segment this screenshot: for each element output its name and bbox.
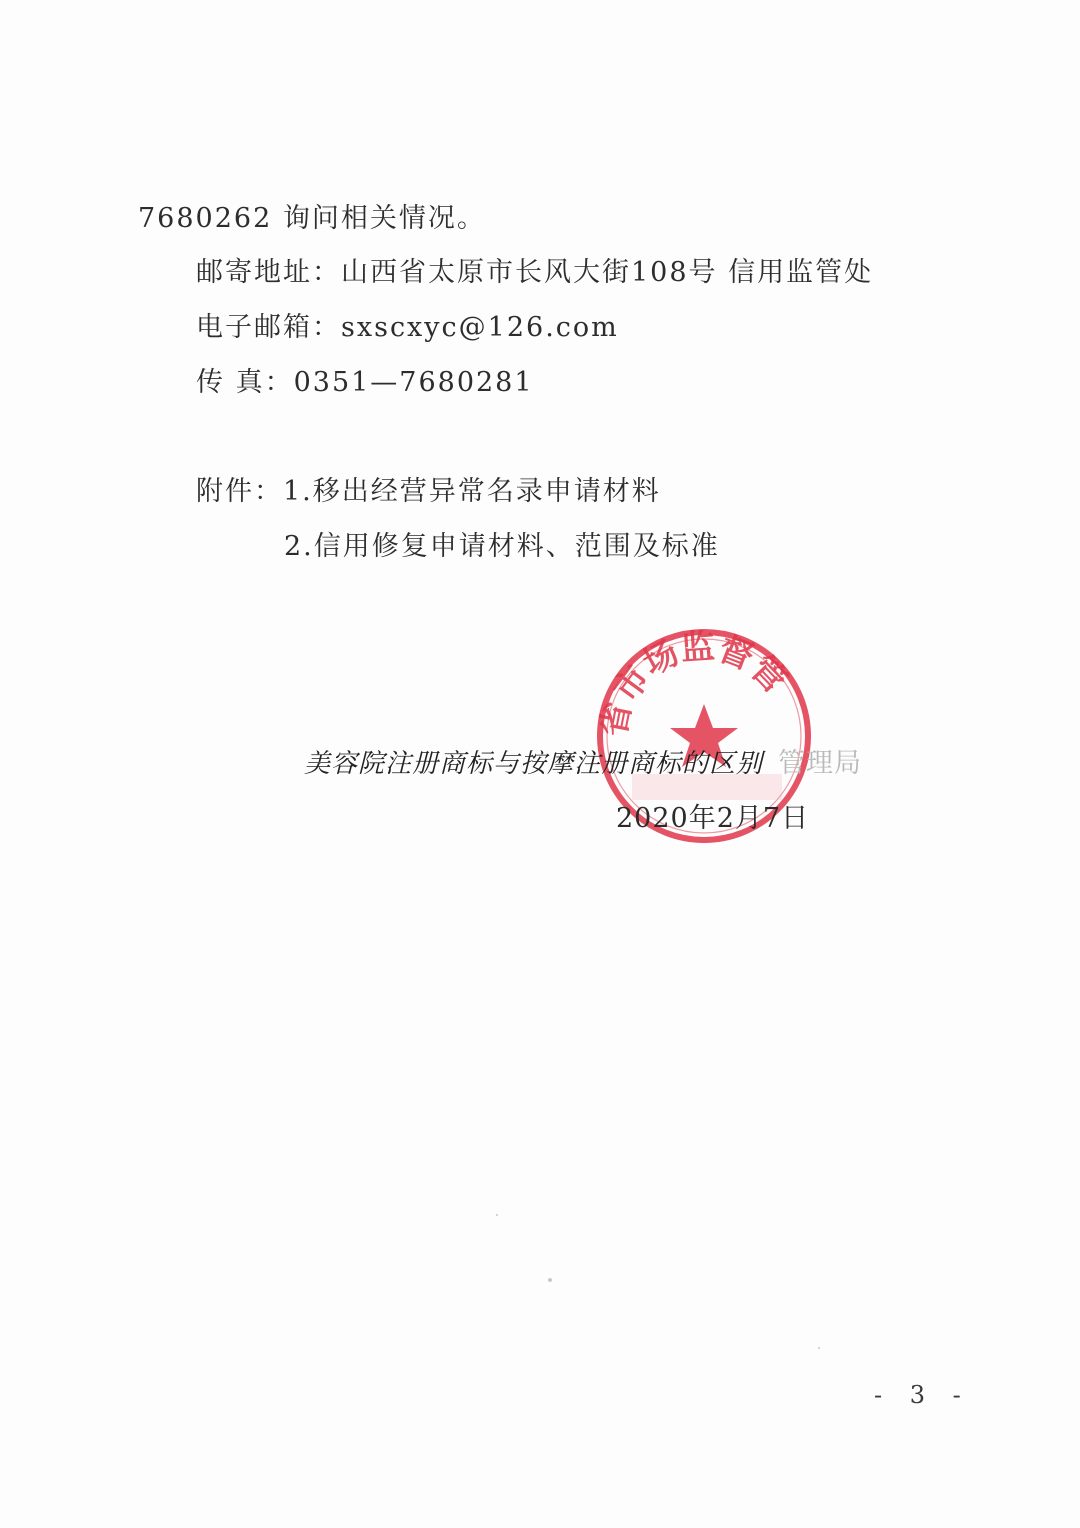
phone-continuation-line: 7680262 询问相关情况。 [138, 203, 486, 234]
page-number: - 3 - [874, 1381, 971, 1409]
attachment-line-1: 附件：1.移出经营异常名录申请材料 [196, 476, 661, 507]
fax-line: 传 真：0351—7680281 [196, 367, 534, 398]
issuer-name-tail: 管理局 [778, 748, 862, 779]
scan-speck [818, 1347, 820, 1349]
seal-text: 省市场监督管 [593, 626, 795, 740]
document-date: 2020年2月7日 [616, 803, 810, 834]
scan-speck [496, 1214, 498, 1216]
email-line: 电子邮箱：sxscxyc@126.com [196, 312, 619, 343]
handwritten-title-overlay: 美容院注册商标与按摩注册商标的区别 [304, 749, 764, 779]
mailing-address-line: 邮寄地址：山西省太原市长风大街108号 信用监管处 [196, 257, 874, 288]
scan-speck [548, 1278, 552, 1282]
attachment-line-2: 2.信用修复申请材料、范围及标准 [284, 531, 720, 562]
